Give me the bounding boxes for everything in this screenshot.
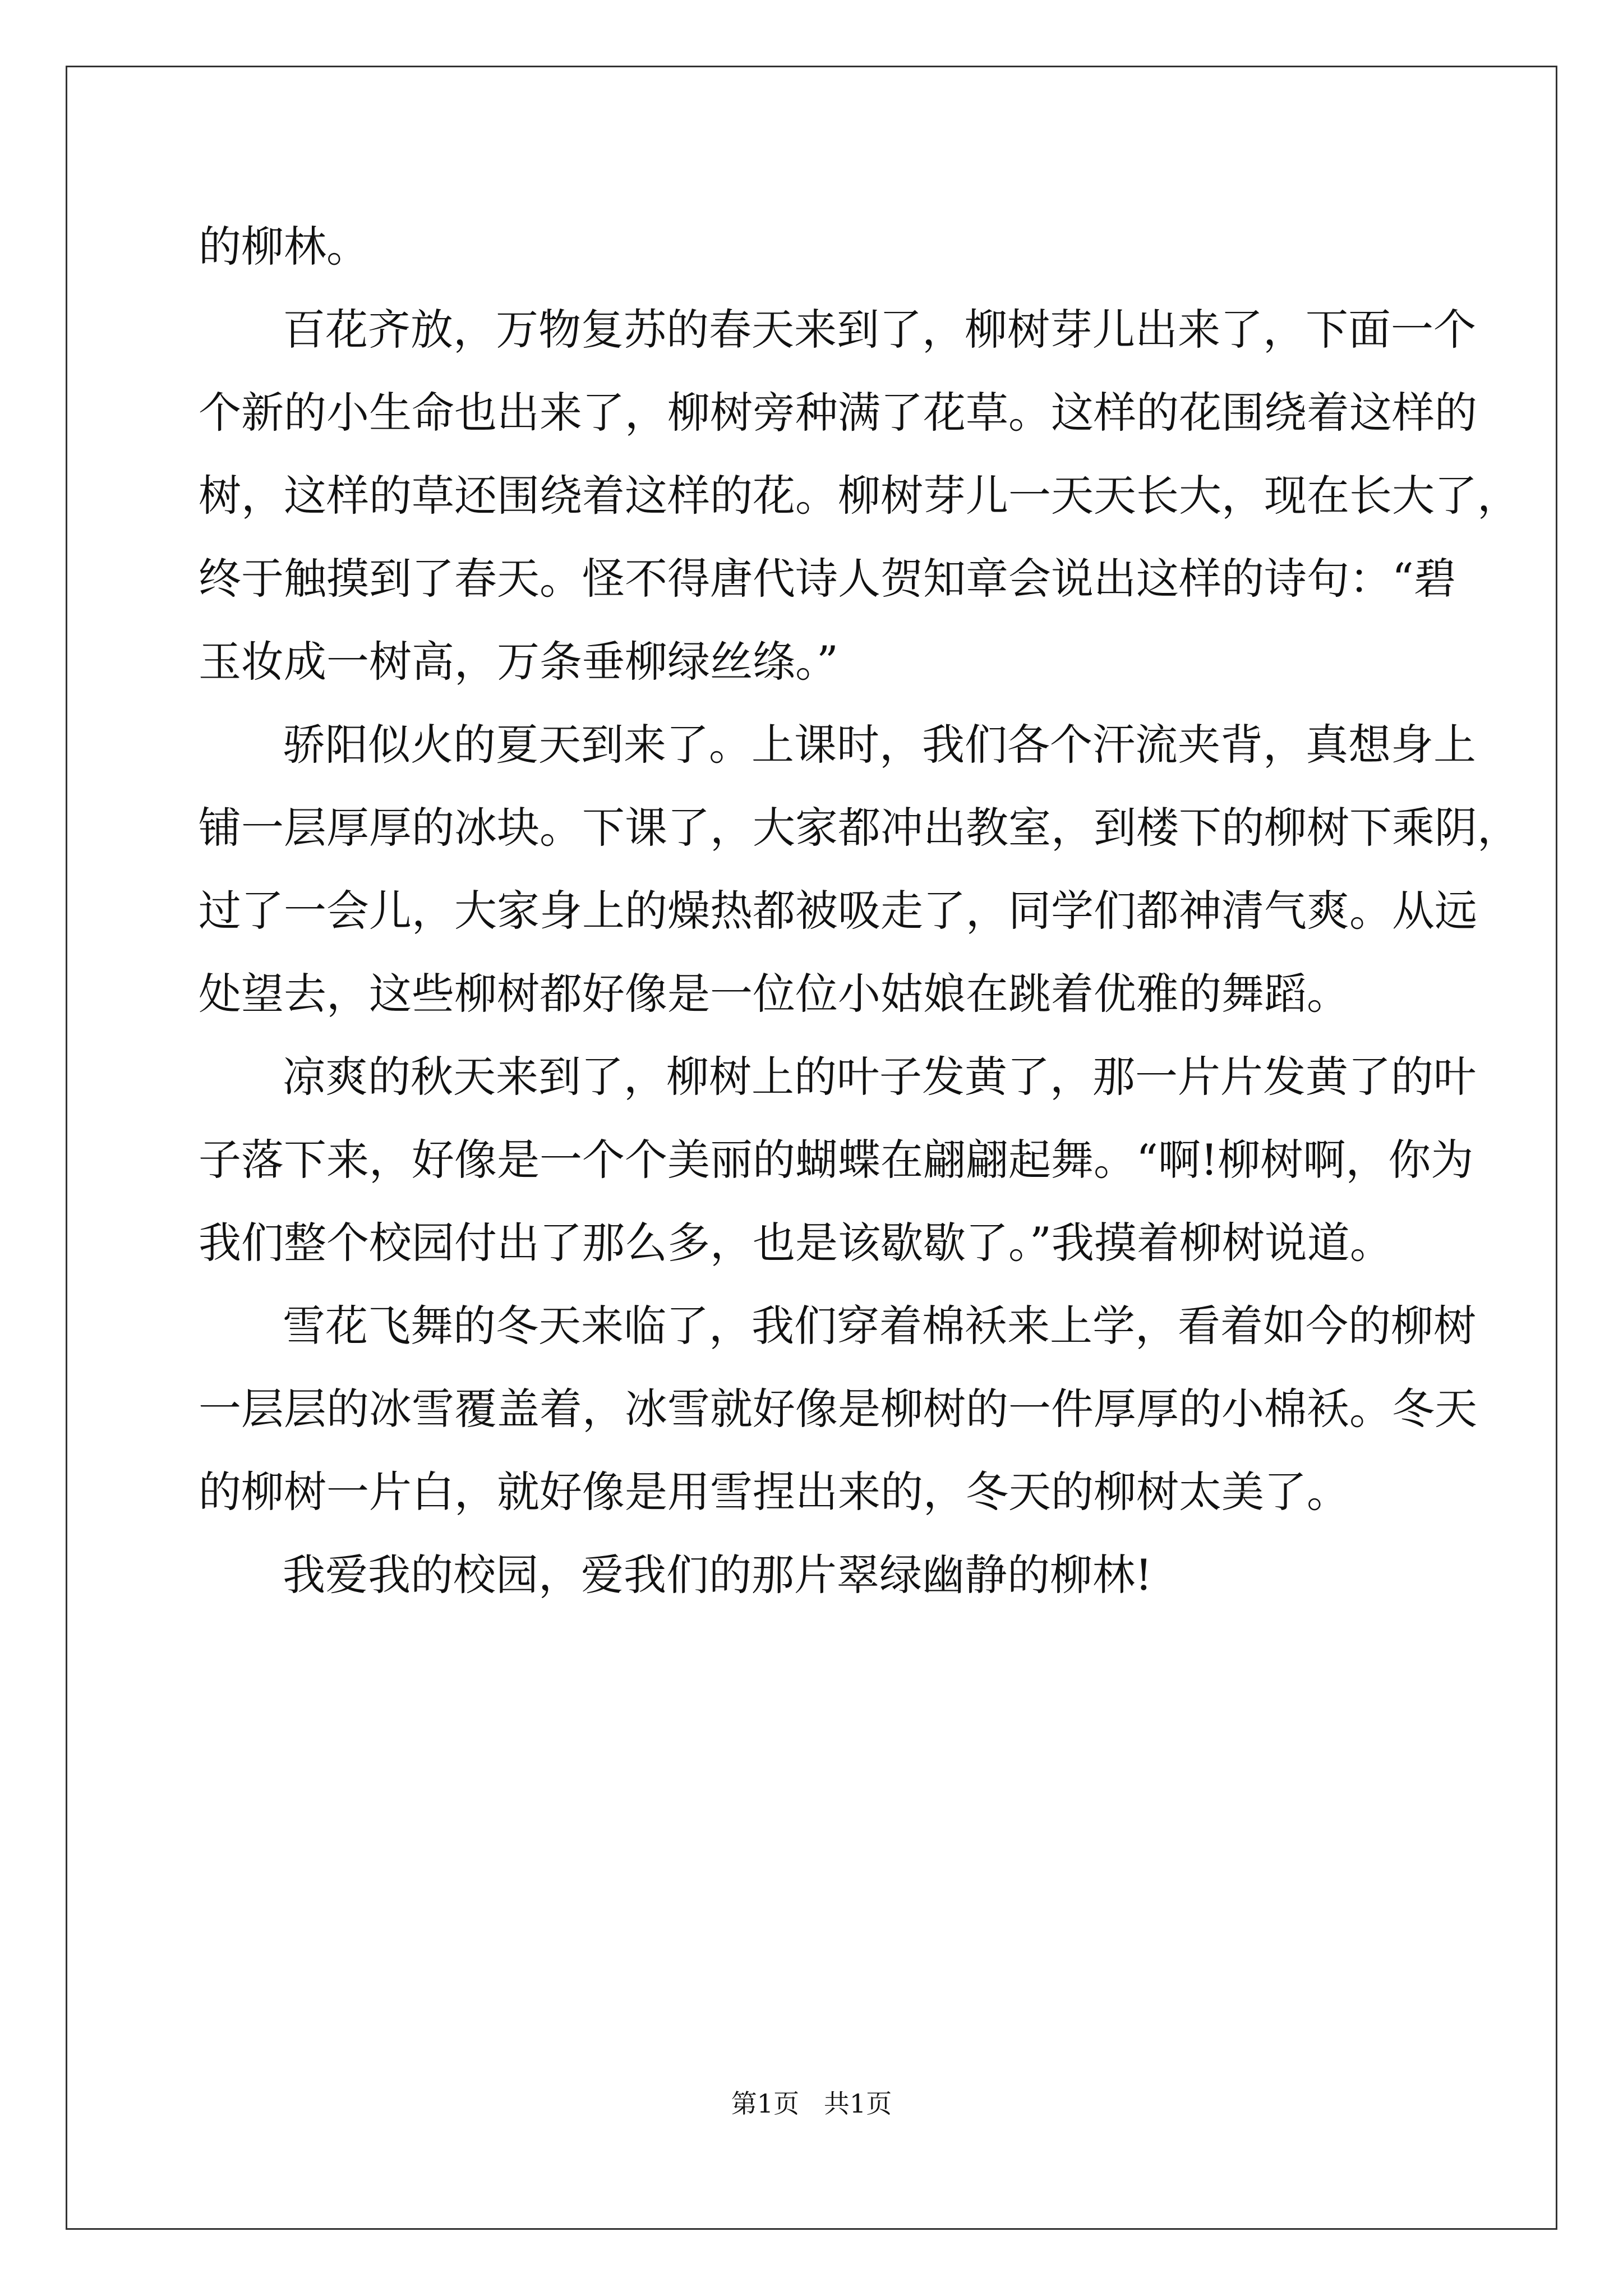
text-line: 树，这样的草还围绕着这样的花。柳树芽儿一天天长大，现在长大了，	[199, 471, 1520, 521]
text-line: 我爱我的校园，爱我们的那片翠绿幽静的柳林!	[283, 1550, 1152, 1600]
text-line: 雪花飞舞的冬天来临了，我们穿着棉袄来上学，看着如今的柳树	[283, 1301, 1476, 1351]
text-line: 过了一会儿，大家身上的燥热都被吸走了，同学们都神清气爽。从远	[199, 886, 1477, 936]
text-line: 百花齐放，万物复苏的春天来到了，柳树芽儿出来了，下面一个	[283, 305, 1476, 355]
text-line: 我们整个校园付出了那么多，也是该歇歇了。”我摸着柳树说道。	[199, 1218, 1393, 1268]
text-line: 个新的小生命也出来了，柳树旁种满了花草。这样的花围绕着这样的	[199, 388, 1477, 438]
text-line: 子落下来，好像是一个个美丽的蝴蝶在翩翩起舞。“啊!柳树啊，你为	[199, 1135, 1474, 1185]
page-number-footer: 第1页 共1页	[731, 2088, 892, 2119]
text-line: 玉妆成一树高，万条垂柳绿丝绦。”	[199, 637, 838, 687]
text-line: 骄阳似火的夏天到来了。上课时，我们各个汗流夹背，真想身上	[283, 720, 1476, 770]
text-line: 的柳树一片白，就好像是用雪捏出来的，冬天的柳树太美了。	[199, 1467, 1349, 1517]
text-line: 凉爽的秋天来到了，柳树上的叶子发黄了，那一片片发黄了的叶	[283, 1052, 1476, 1102]
text-line: 终于触摸到了春天。怪不得唐代诗人贺知章会说出这样的诗句：“碧	[199, 554, 1456, 604]
text-line: 一层层的冰雪覆盖着，冰雪就好像是柳树的一件厚厚的小棉袄。冬天	[199, 1384, 1477, 1434]
text-line: 铺一层厚厚的冰块。下课了，大家都冲出教室，到楼下的柳树下乘阴，	[199, 803, 1520, 853]
text-line: 处望去，这些柳树都好像是一位位小姑娘在跳着优雅的舞蹈。	[199, 969, 1349, 1019]
text-line: 的柳林。	[199, 222, 369, 272]
